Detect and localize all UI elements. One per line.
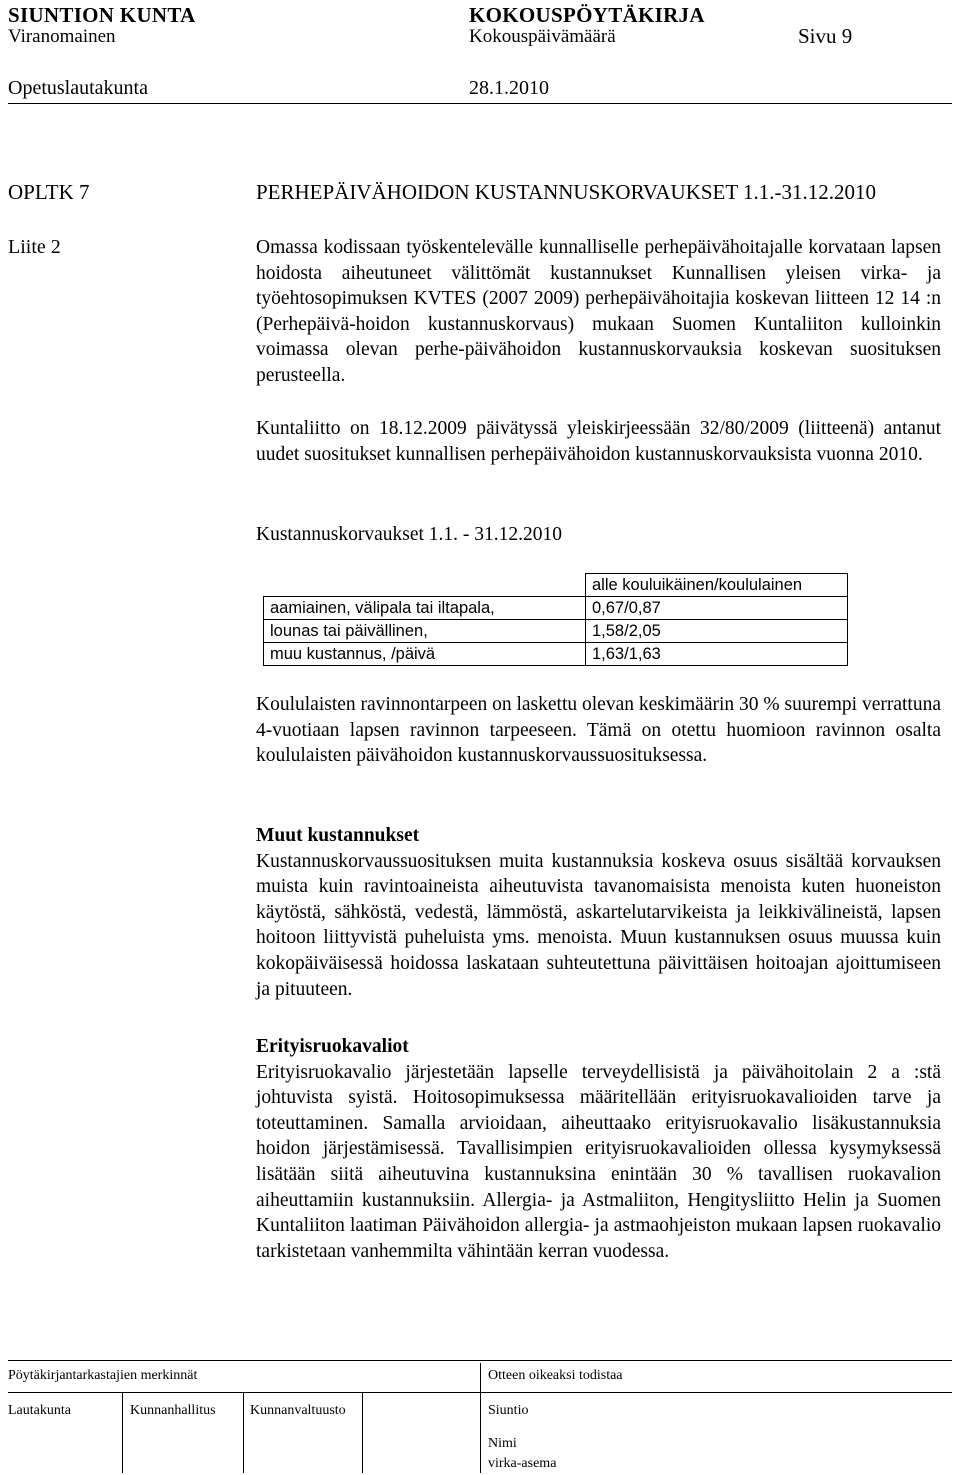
paragraph-costs-heading <box>256 522 941 548</box>
authority-name: Opetuslautakunta <box>8 77 148 99</box>
meeting-date: 28.1.2010 <box>469 77 549 99</box>
paragraph-text: Erityisruokavalio järjestetään lapselle terveydellisistä ja päivähoitolain 2 a :stä johtuvista syistä. Hoitosopimuksessa määritellään erityisruokavalioiden tarve ja toteuttaminen. Samalla arvioidaan, aiheuttaako erityisruokavalio lisäkustannuksia hoidon järjestämisessä. Tavallisimpien erityisruokavalioiden ollessa kysymyksessä lisätään siitä aiheutuvina kustannuksina enintään 30 % tavallisen ruokavalion aiheuttamiin kustannuksiin. Allergia- ja Astmaliiton, Hengitysliitto Helin ja Suomen Kuntaliiton laatiman Päivähoidon allergia- ja astmaohjeiston mukaan lapsen ruokavalio tarkistetaan vanhemmilta vähintään kerran vuodessa. <box>256 1061 941 1262</box>
section-heading: Muut kustannukset <box>256 825 420 846</box>
section-special-diets <box>256 1034 941 1264</box>
paragraph-text: Kuntaliitto on 18.12.2009 päivätyssä yleiskirjeessään 32/80/2009 (liitteenä) antanut uudet suositukset kunnallisen perhepäivähoidon kustannuskorvauksista vuonna 2010. <box>256 418 941 465</box>
footer-title-label: virka-asema <box>488 1456 557 1471</box>
table-cell-label: muu kustannus, /päivä <box>264 643 586 666</box>
table-cell-value: 1,63/1,63 <box>586 643 848 666</box>
table-cell <box>264 574 586 597</box>
document-type: KOKOUSPÖYTÄKIRJA <box>469 3 705 27</box>
footer-row-divider <box>8 1392 952 1393</box>
table-header-row <box>264 574 848 597</box>
footer-divider-line <box>243 1393 244 1473</box>
section-heading: Erityisruokavaliot <box>256 1036 409 1057</box>
header-divider <box>8 103 952 104</box>
footer-col-council: Kunnanhallitus <box>130 1403 216 1418</box>
item-code: OPLTK 7 <box>8 180 90 204</box>
certified-label: Otteen oikeaksi todistaa <box>488 1368 623 1383</box>
cost-table <box>263 573 848 666</box>
footer-name-label: Nimi <box>488 1436 517 1451</box>
table-header-cell: alle kouluikäinen/koululainen <box>586 574 848 597</box>
paragraph-text: Omassa kodissaan työskentelevälle kunnalliselle perhepäivähoitajalle korvataan lapsen hoidosta aiheutuneet välittömät kustannukset Kunnallisen yleisen virka- ja työehtosopimuksen KVTES (2007 2009) perhepäivähoitajia koskevan liitteen 12 14 :n (Perhepäivä-hoidon kustannuskorvaus) mukaan Suomen Kuntaliiton kulloinkin voimassa olevan perhe-päivähoidon kustannuskorvauksia koskevan suosituksen perusteella. <box>256 237 941 386</box>
section-other-costs <box>256 823 941 1002</box>
table-cell-label: aamiainen, välipala tai iltapala, <box>264 597 586 620</box>
meeting-date-label: Kokouspäivämäärä <box>469 26 616 47</box>
footer-divider-line <box>362 1393 363 1473</box>
paragraph-text: Koululaisten ravinnontarpeen on laskettu olevan keskimäärin 30 % suurempi verrattuna 4-vuotiaan lapsen ravinnon tarpeeseen. Tämä on otettu huomioon ravinnon osalta koululaisten päivähoidon kustannuskorvaussuosituksessa. <box>256 694 942 767</box>
footer-divider-line <box>480 1363 481 1473</box>
page-number: Sivu 9 <box>798 24 853 48</box>
table-row <box>264 620 848 643</box>
item-title: PERHEPÄIVÄHOIDON KUSTANNUSKORVAUKSET 1.1.-31.12.2010 <box>256 180 877 204</box>
paragraph-intro <box>256 235 941 389</box>
table-row <box>264 643 848 666</box>
authority-label: Viranomainen <box>8 26 116 47</box>
table-row <box>264 597 848 620</box>
table-cell-value: 1,58/2,05 <box>586 620 848 643</box>
attachment-label: Liite 2 <box>8 236 61 258</box>
reviewers-label: Pöytäkirjantarkastajien merkinnät <box>8 1368 198 1383</box>
paragraph-text: Kustannuskorvaukset 1.1. - 31.12.2010 <box>256 524 563 545</box>
table-cell-label: lounas tai päivällinen, <box>264 620 586 643</box>
paragraph-text: Kustannuskorvaussuosituksen muita kustannuksia koskeva osuus sisältää korvauksen muista kuin ravintoaineista aiheutuvista tavanomaisista menoista kuten huoneiston käytöstä, sähköstä, vedestä, lämmöstä, askartelutarvikeista ja leikkivälineistä, lapsen hoitoon liittyvistä puheluista yms. menoista. Muun kustannuksen osuus muussa kuin kokopäiväisessä hoidossa laskataan suhteutettuna päivittäisen hoitoajan ajoittumiseen ja pituuteen. <box>256 850 941 1000</box>
paragraph-schoolchildren <box>256 692 941 769</box>
footer-col-board: Lautakunta <box>8 1403 71 1418</box>
footer-place: Siuntio <box>488 1403 529 1418</box>
paragraph-kuntaliitto <box>256 416 941 467</box>
footer-col-assembly: Kunnanvaltuusto <box>250 1403 346 1418</box>
footer-divider-line <box>122 1393 123 1473</box>
footer-divider <box>8 1360 952 1361</box>
municipality-name: SIUNTION KUNTA <box>8 3 196 27</box>
table-cell-value: 0,67/0,87 <box>586 597 848 620</box>
